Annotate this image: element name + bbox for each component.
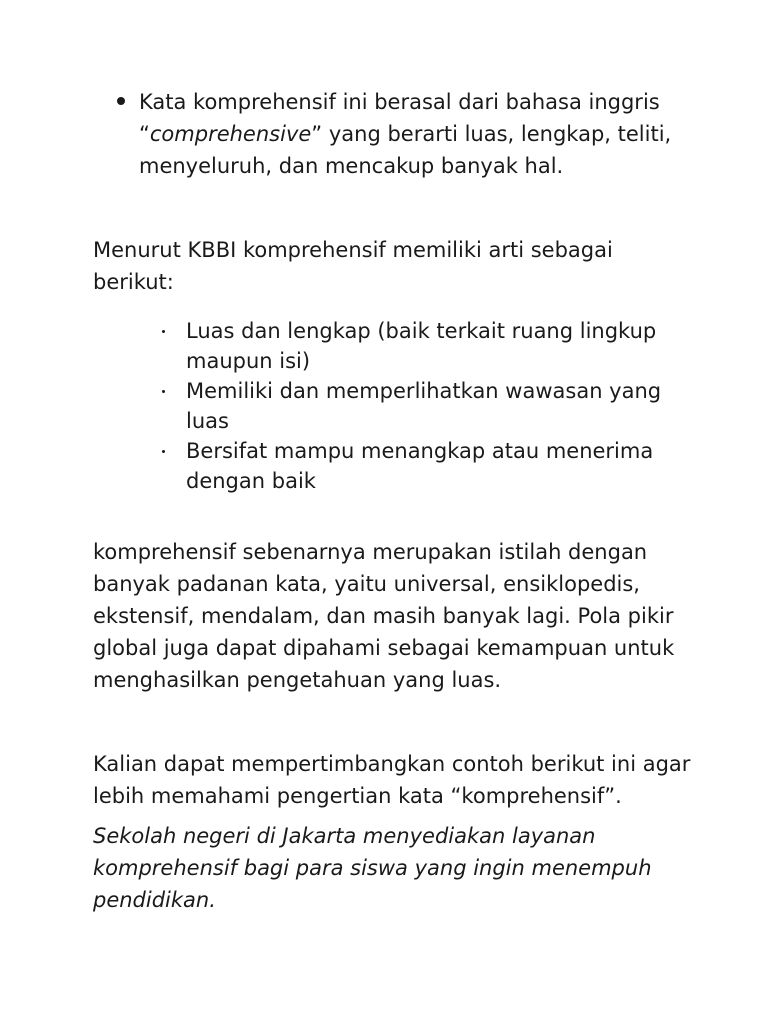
list-item xyxy=(186,316,686,376)
list-item xyxy=(139,86,699,182)
definition-text-part2: ” yang berarti luas, lengkap, teliti, menyeluruh, dan mencakup banyak hal. xyxy=(139,122,672,178)
definition-list xyxy=(139,86,699,182)
bullet-icon xyxy=(162,390,165,393)
list-item xyxy=(186,436,686,496)
meaning-text: Luas dan lengkap (baik terkait ruang lingkup maupun isi) xyxy=(186,319,657,373)
example-intro-paragraph: Kalian dapat mempertimbangkan contoh berikut ini agar lebih memahami pengertian kata “komprehensif”. xyxy=(93,752,691,808)
bullet-icon xyxy=(162,450,165,453)
bullet-icon xyxy=(117,97,125,105)
example-sentence: Sekolah negeri di Jakarta menyediakan layanan komprehensif bagi para siswa yang ingin menempuh pendidikan. xyxy=(93,824,652,912)
bullet-icon xyxy=(162,330,165,333)
english-word: comprehensive xyxy=(149,122,312,146)
meaning-text: Memiliki dan memperlihatkan wawasan yang luas xyxy=(186,379,662,433)
synonyms-paragraph: komprehensif sebenarnya merupakan istilah dengan banyak padanan kata, yaitu universal, ensiklopedis, ekstensif, mendalam, dan masih banyak lagi. Pola pikir global juga dapat dipahami sebagai kemampuan untuk menghasilkan pengetahuan yang luas. xyxy=(93,540,675,692)
definition-text-part1: Kata komprehensif ini berasal dari bahasa inggris “ xyxy=(139,90,660,146)
list-item xyxy=(186,376,686,436)
meanings-list xyxy=(186,316,686,496)
kbbi-intro: Menurut KBBI komprehensif memiliki arti sebagai berikut: xyxy=(93,238,613,294)
meaning-text: Bersifat mampu menangkap atau menerima dengan baik xyxy=(186,439,654,493)
